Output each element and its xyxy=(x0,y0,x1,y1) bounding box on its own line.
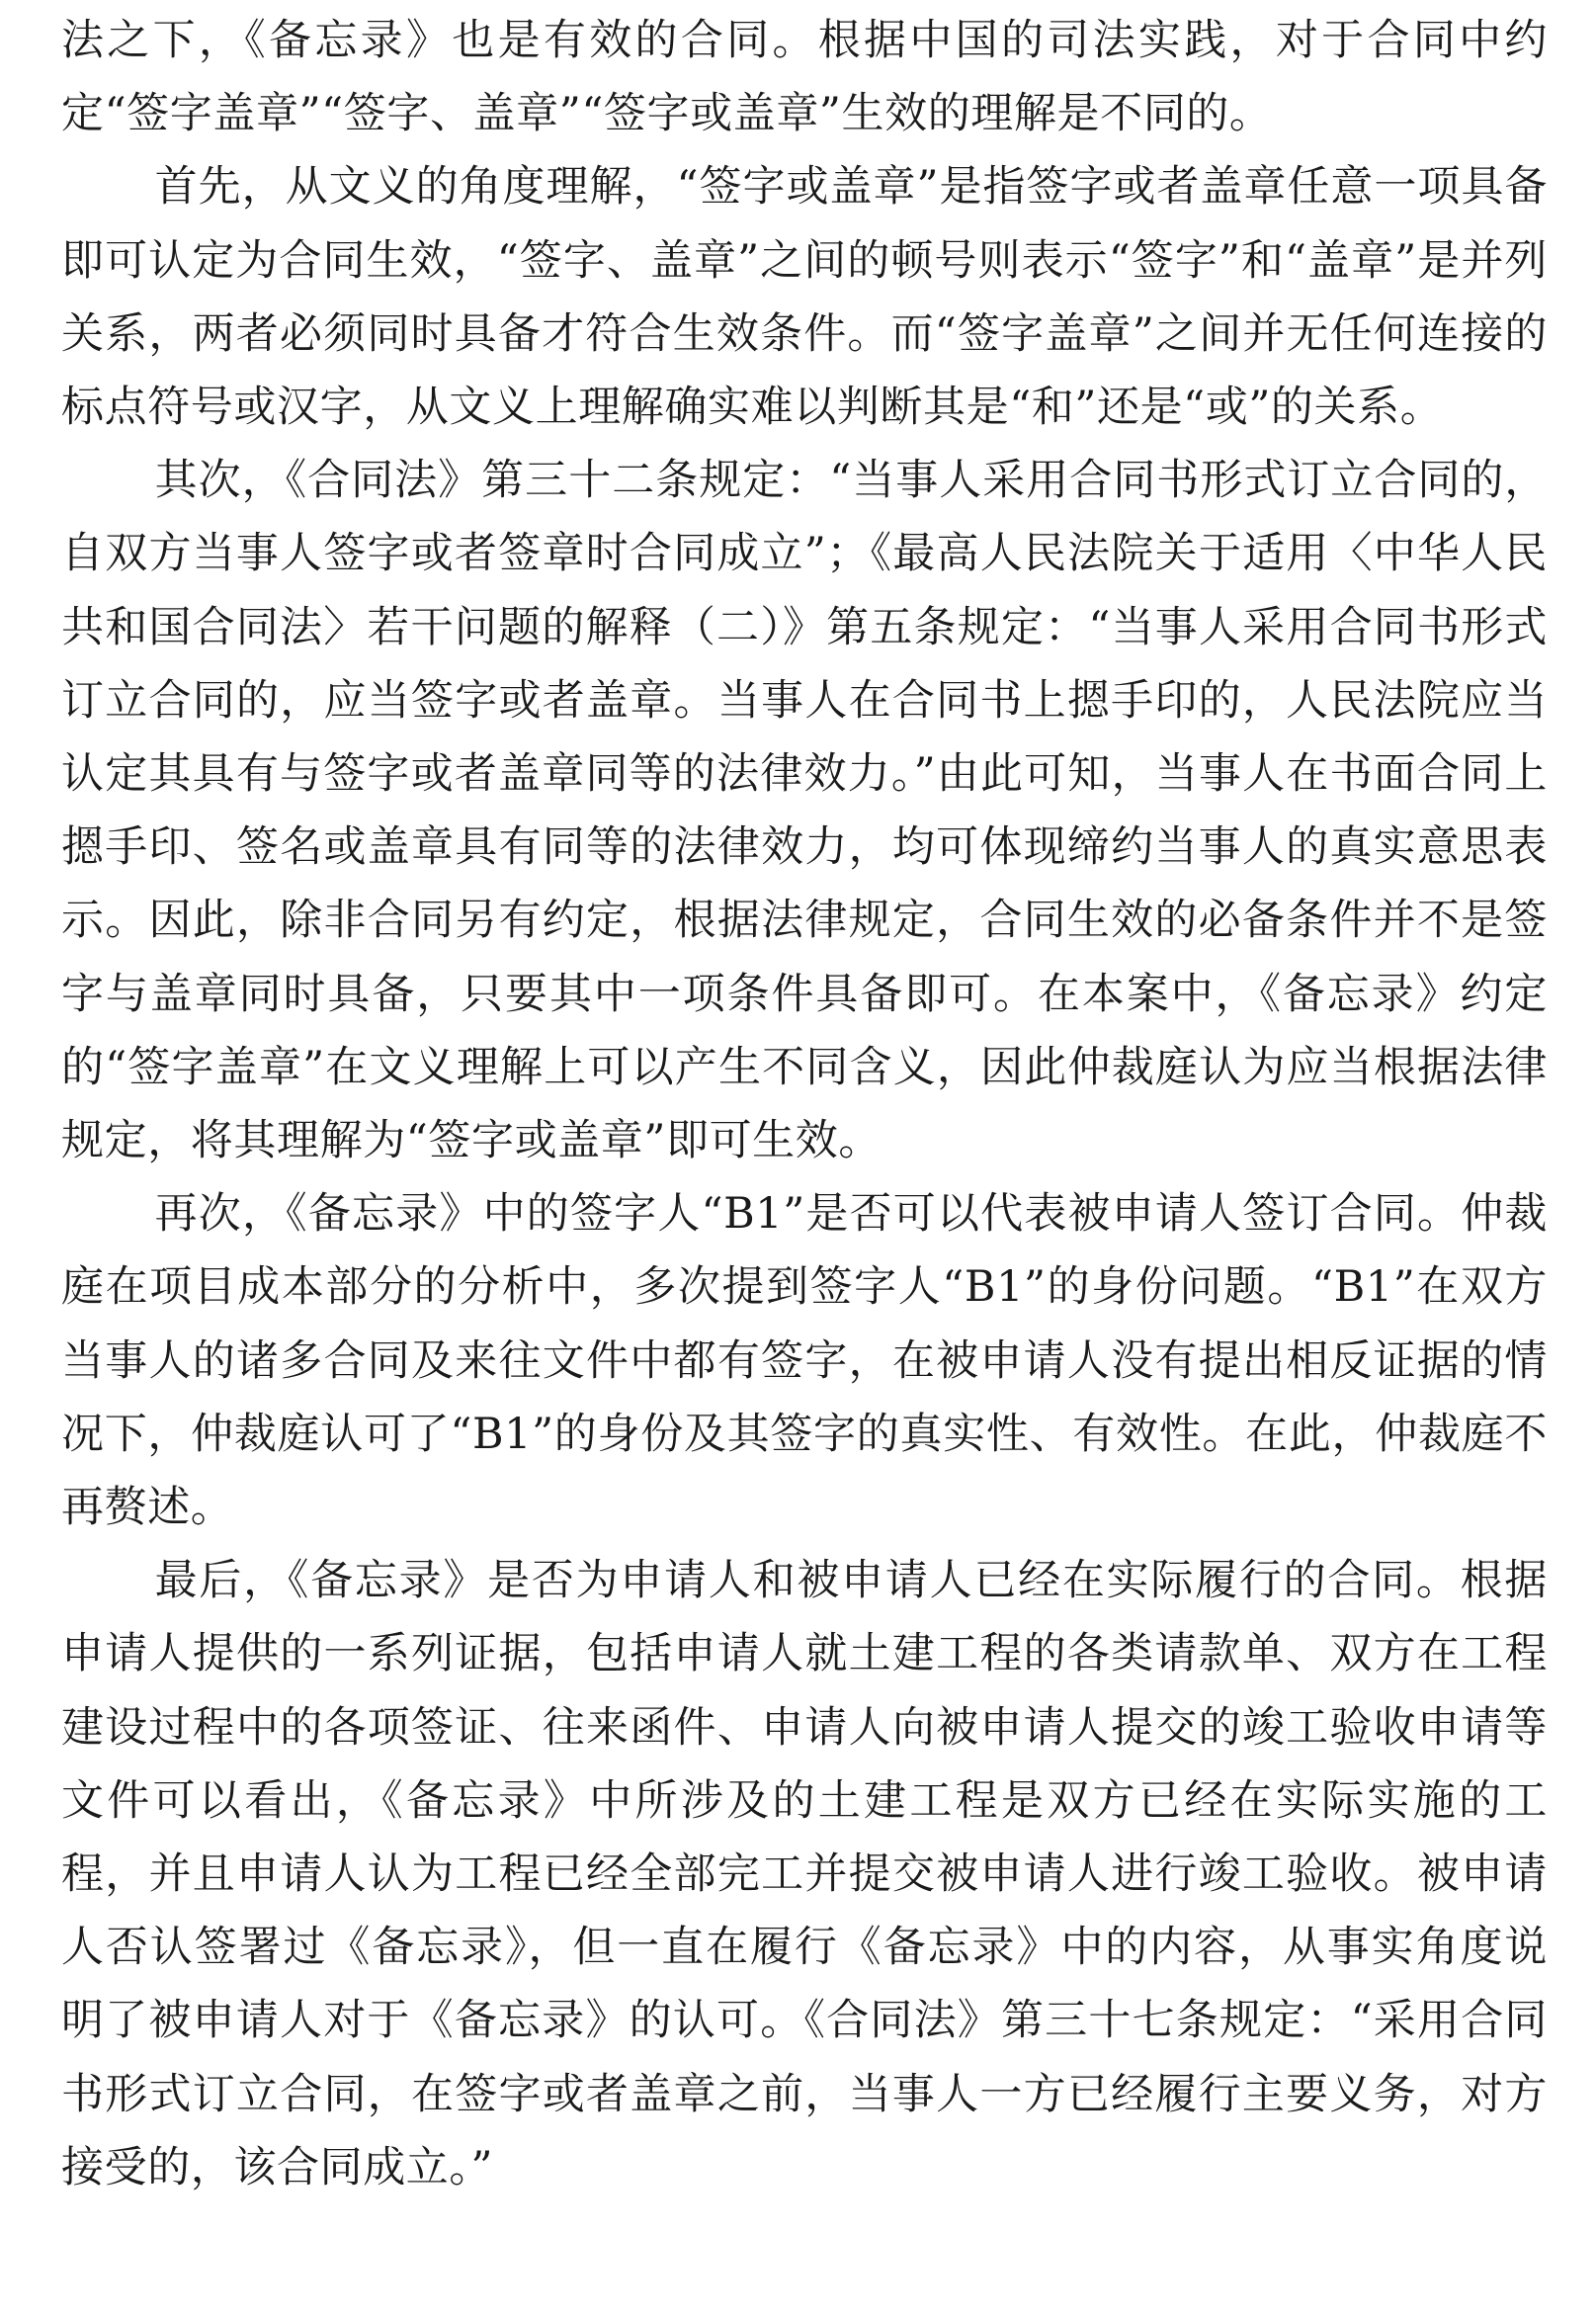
paragraph-third-point: 再次，《备忘录》中的签字人“B1”是否可以代表被申请人签订合同。仲裁庭在项目成本部分的分析中，多次提到签字人“B1”的身份问题。“B1”在双方当事人的诸多合同及来往文件中都有签字，在被申请人没有提出相反证据的情况下，仲裁庭认可了“B1”的身份及其签字的真实性、有效性。在此，仲裁庭不再赘述。 xyxy=(61,1189,1548,1533)
paragraph-final-point: 最后，《备忘录》是否为申请人和被申请人已经在实际履行的合同。根据申请人提供的一系列证据，包括申请人就土建工程的各类请款单、双方在工程建设过程中的各项签证、往来函件、申请人向被申请人提交的竣工验收申请等文件可以看出，《备忘录》中所涉及的土建工程是双方已经在实际实施的工程，并且申请人认为工程已经全部完工并提交被申请人进行竣工验收。被申请人否认签署过《备忘录》，但一直在履行《备忘录》中的内容，从事实角度说明了被申请人对于《备忘录》的认可。《合同法》第三十七条规定：“采用合同书形式订立合同，在签字或者盖章之前，当事人一方已经履行主要义务，对方接受的，该合同成立。” xyxy=(61,1556,1548,2192)
paragraph-second-point: 其次，《合同法》第三十二条规定：“当事人采用合同书形式订立合同的，自双方当事人签字或者签章时合同成立”；《最高人民法院关于适用〈中华人民共和国合同法〉若干问题的解释（二）》第五条规定：“当事人采用合同书形式订立合同的，应当签字或者盖章。当事人在合同书上摁手印的，人民法院应当认定其具有与签字或者盖章同等的法律效力。”由此可知，当事人在书面合同上摁手印、签名或盖章具有同等的法律效力，均可体现缔约当事人的真实意思表示。因此，除非合同另有约定，根据法律规定，合同生效的必备条件并不是签字与盖章同时具备，只要其中一项条件具备即可。在本案中，《备忘录》约定的“签字盖章”在文义理解上可以产生不同含义，因此仲裁庭认为应当根据法律规定，将其理解为“签字或盖章”即可生效。 xyxy=(61,456,1548,1166)
paragraph-continuation: 法之下，《备忘录》也是有效的合同。根据中国的司法实践，对于合同中约定“签字盖章”“签字、盖章”“签字或盖章”生效的理解是不同的。 xyxy=(61,16,1548,139)
paragraph-first-point: 首先，从文义的角度理解，“签字或盖章”是指签字或者盖章任意一项具备即可认定为合同生效，“签字、盖章”之间的顿号则表示“签字”和“盖章”是并列关系，两者必须同时具备才符合生效条件。而“签字盖章”之间并无任何连接的标点符号或汉字，从文义上理解确实难以判断其是“和”还是“或”的关系。 xyxy=(61,162,1548,433)
document-page xyxy=(61,4,1548,2204)
